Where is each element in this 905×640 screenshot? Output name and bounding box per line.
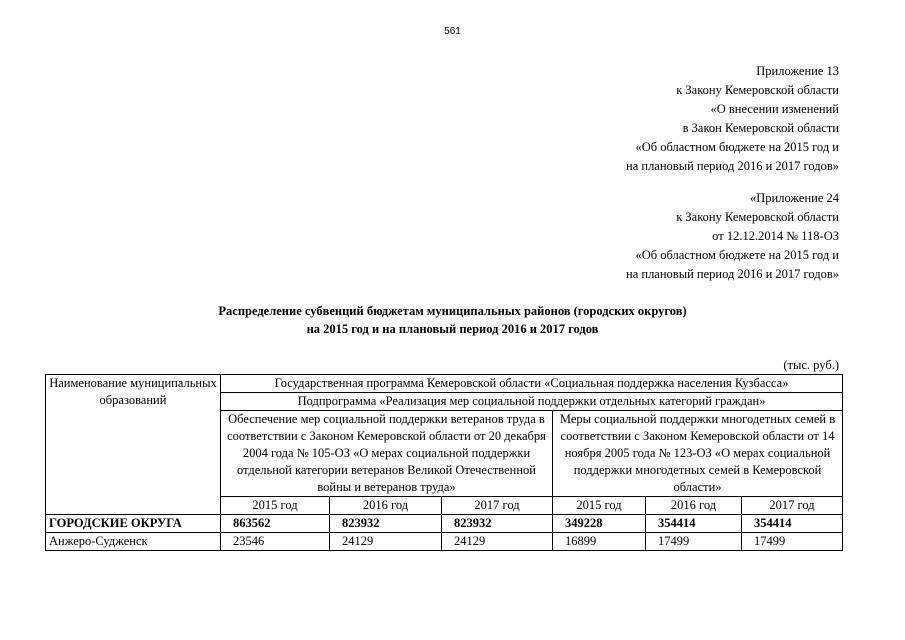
appendix-13-line: «Об областном бюджете на 2015 год и <box>635 140 839 154</box>
row-name: Анжеро-Судженск <box>46 533 221 551</box>
page-number: 561 <box>444 26 461 37</box>
program-header: Государственная программа Кемеровской области «Социальная поддержка населения Кузбасса» <box>221 375 843 393</box>
year-header: 2016 год <box>646 497 742 515</box>
appendix-13-line: Приложение 13 <box>756 64 839 78</box>
subsidy-table <box>45 374 843 551</box>
cell-value: 17499 <box>646 533 742 551</box>
appendix-13-line: в Закон Кемеровской области <box>682 121 839 135</box>
cell-value: 354414 <box>646 515 742 533</box>
cell-value: 349228 <box>553 515 646 533</box>
row-name: ГОРОДСКИЕ ОКРУГА <box>46 515 221 533</box>
year-header: 2017 год <box>742 497 843 515</box>
appendix-24-line: к Закону Кемеровской области <box>676 210 839 224</box>
appendix-13-line: к Закону Кемеровской области <box>676 83 839 97</box>
large-families-support-header: Меры социальной поддержки многодетных семей в соответствии с Законом Кемеровской области от 14 ноября 2005 года № 123-ОЗ «О мерах социальной поддержки многодетных семей в Кемеровской области» <box>553 411 843 497</box>
year-header: 2017 год <box>442 497 553 515</box>
document-title-line-1: Распределение субвенций бюджетам муниципальных районов (городских округов) <box>218 304 687 318</box>
table-header-row <box>46 375 843 393</box>
cell-value: 823932 <box>442 515 553 533</box>
year-header: 2015 год <box>553 497 646 515</box>
cell-value: 354414 <box>742 515 843 533</box>
units-label: (тыс. руб.) <box>783 358 839 372</box>
cell-value: 863562 <box>221 515 330 533</box>
cell-value: 23546 <box>221 533 330 551</box>
cell-value: 17499 <box>742 533 843 551</box>
appendix-24-line: от 12.12.2014 № 118-ОЗ <box>712 229 839 243</box>
cell-value: 24129 <box>442 533 553 551</box>
subprogram-header: Подпрограмма «Реализация мер социальной поддержки отдельных категорий граждан» <box>221 393 843 411</box>
appendix-24-line: «Об областном бюджете на 2015 год и <box>635 248 839 262</box>
veterans-support-header: Обеспечение мер социальной поддержки ветеранов труда в соответствии с Законом Кемеровской области от 20 декабря 2004 года № 105-ОЗ «О мерах социальной поддержки отдельной категории ветеранов Великой Отечественной войны и ветеранов труда» <box>221 411 553 497</box>
appendix-24-line: на плановый период 2016 и 2017 годов» <box>626 267 839 281</box>
cell-value: 16899 <box>553 533 646 551</box>
document-title <box>0 302 905 338</box>
year-header: 2016 год <box>330 497 442 515</box>
cell-value: 823932 <box>330 515 442 533</box>
year-header: 2015 год <box>221 497 330 515</box>
appendix-13-line: «О внесении изменений <box>710 102 839 116</box>
municipality-column-header: Наименование муниципальных образований <box>46 375 221 515</box>
appendix-13-header <box>626 62 839 176</box>
appendix-24-line: «Приложение 24 <box>750 191 839 205</box>
document-title-line-2: на 2015 год и на плановый период 2016 и 2017 годов <box>306 322 599 336</box>
table-row <box>46 515 843 533</box>
appendix-24-header <box>626 189 839 284</box>
table-row <box>46 533 843 551</box>
cell-value: 24129 <box>330 533 442 551</box>
appendix-13-line: на плановый период 2016 и 2017 годов» <box>626 159 839 173</box>
